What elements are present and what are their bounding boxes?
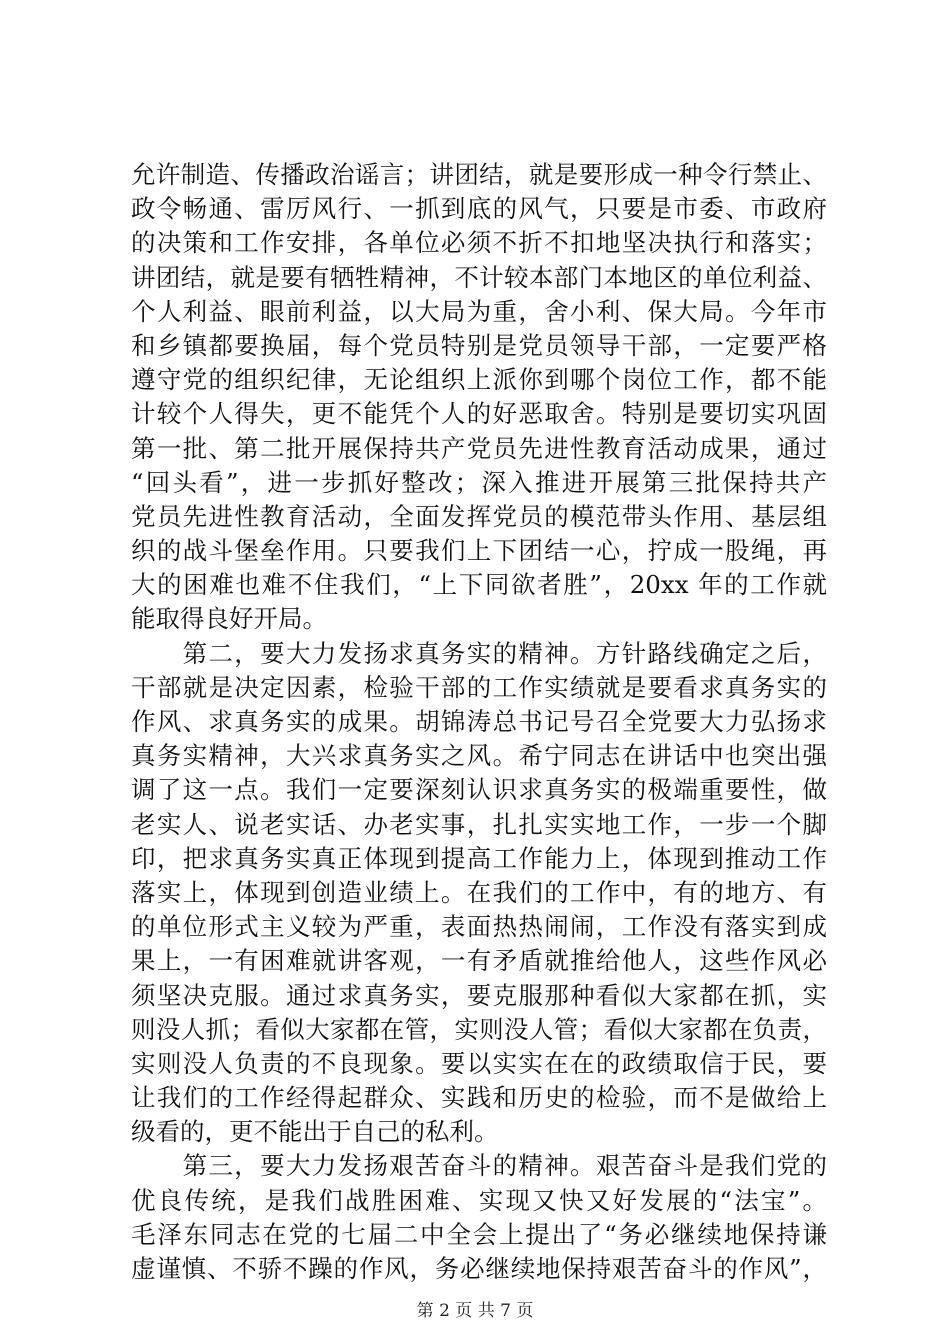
text-line: 能取得良好开局。 bbox=[131, 604, 327, 634]
page-number-footer: 第 2 页 共 7 页 bbox=[416, 1301, 534, 1321]
text-line: 印，把求真务实真正体现到提高工作能力上，体现到推动工作 bbox=[131, 843, 827, 873]
text-line: “回头看”，进一步抓好整改；深入推进开展第三批保持共产 bbox=[131, 467, 827, 497]
text-line: 遵守党的组织纪律，无论组织上派你到哪个岗位工作，都不能 bbox=[131, 365, 827, 395]
text-line: 须坚决克服。通过求真务实，要克服那种看似大家都在抓，实 bbox=[131, 980, 827, 1010]
text-line: 干部就是决定因素，检验干部的工作实绩就是要看求真务实的 bbox=[131, 672, 827, 702]
text-line: 个人利益、眼前利益，以大局为重，舍小利、保大局。今年市 bbox=[131, 296, 827, 326]
document-body bbox=[131, 158, 827, 1286]
text-line: 级看的，更不能出于自己的私利。 bbox=[131, 1117, 499, 1147]
text-line: 毛泽东同志在党的七届二中全会上提出了“务必继续地保持谦 bbox=[131, 1219, 827, 1249]
text-line: 党员先进性教育活动，全面发挥党员的模范带头作用、基层组 bbox=[131, 501, 827, 531]
text-line: 果上，一有困难就讲客观，一有矛盾就推给他人，这些作风必 bbox=[131, 946, 827, 976]
text-line: 第三，要大力发扬艰苦奋斗的精神。艰苦奋斗是我们党的 bbox=[131, 1151, 827, 1181]
text-line: 则没人抓；看似大家都在管，实则没人管；看似大家都在负责， bbox=[131, 1014, 827, 1044]
text-line: 老实人、说老实话、办老实事，扎扎实实地工作，一步一个脚 bbox=[131, 809, 827, 839]
text-line: 实则没人负责的不良现象。要以实实在在的政绩取信于民，要 bbox=[131, 1048, 827, 1078]
text-line: 大的困难也难不住我们，“上下同欲者胜”，20xx 年的工作就 bbox=[131, 570, 827, 600]
text-line: 优良传统，是我们战胜困难、实现又快又好发展的“法宝”。 bbox=[131, 1185, 827, 1215]
text-line: 真务实精神，大兴求真务实之风。希宁同志在讲话中也突出强 bbox=[131, 741, 827, 771]
text-line: 落实上，体现到创造业绩上。在我们的工作中，有的地方、有 bbox=[131, 877, 827, 907]
text-line: 虚谨慎、不骄不躁的作风，务必继续地保持艰苦奋斗的作风”， bbox=[131, 1254, 827, 1283]
text-line: 的单位形式主义较为严重，表面热热闹闹，工作没有落实到成 bbox=[131, 912, 827, 942]
text-line: 作风、求真务实的成果。胡锦涛总书记号召全党要大力弘扬求 bbox=[131, 707, 827, 736]
text-line: 织的战斗堡垒作用。只要我们上下团结一心，拧成一股绳，再 bbox=[131, 536, 827, 566]
text-line: 计较个人得失，更不能凭个人的好恶取舍。特别是要切实巩固 bbox=[131, 399, 827, 429]
text-line: 的决策和工作安排，各单位必须不折不扣地坚决执行和落实； bbox=[131, 228, 827, 258]
text-line: 调了这一点。我们一定要深刻认识求真务实的极端重要性，做 bbox=[131, 775, 827, 805]
text-line: 讲团结，就是要有牺牲精神，不计较本部门本地区的单位利益、 bbox=[131, 262, 827, 292]
text-line: 政令畅通、雷厉风行、一抓到底的风气，只要是市委、市政府 bbox=[131, 194, 827, 224]
text-line: 让我们的工作经得起群众、实践和历史的检验，而不是做给上 bbox=[131, 1083, 827, 1113]
text-line: 第二，要大力发扬求真务实的精神。方针路线确定之后， bbox=[131, 638, 827, 668]
text-line: 第一批、第二批开展保持共产党员先进性教育活动成果，通过 bbox=[131, 433, 827, 463]
text-line: 和乡镇都要换届，每个党员特别是党员领导干部，一定要严格 bbox=[131, 330, 827, 360]
text-line: 允许制造、传播政治谣言；讲团结，就是要形成一种令行禁止、 bbox=[131, 160, 827, 189]
